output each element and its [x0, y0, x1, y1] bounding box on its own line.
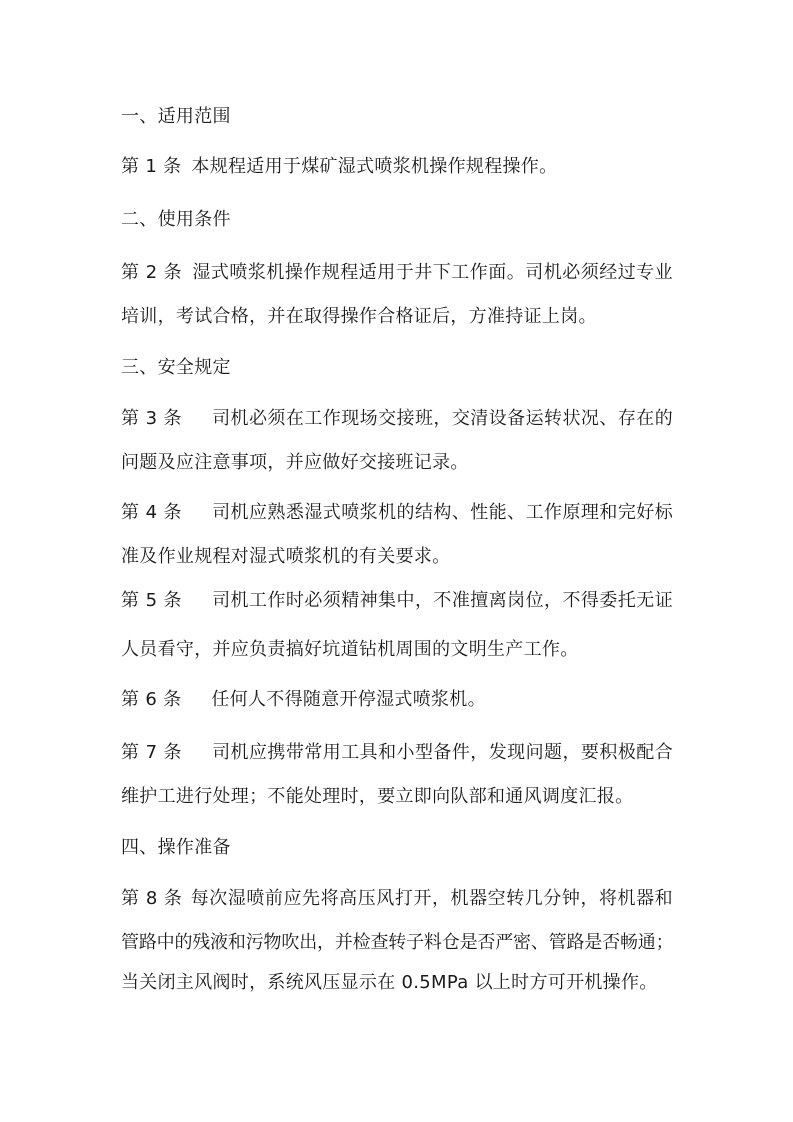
article-text: 每次湿喷前应先将高压风打开，机器空转几分钟，将机器和 — [190, 888, 673, 909]
section-heading: 三、安全规定 — [121, 357, 231, 378]
article-label: 第 8 条 — [121, 888, 183, 909]
article-label: 第 6 条 — [121, 689, 182, 710]
article-4-line-1 — [121, 501, 673, 525]
article-text: 司机必须在工作现场交接班，交清设备运转状况、存在的 — [211, 408, 673, 429]
article-8-line-3: 当关闭主风阀时，系统风压显示在 0.5MPa 以上时方可开机操作。 — [121, 972, 658, 993]
article-7-line-2: 维护工进行处理；不能处理时，要立即向队部和通风调度汇报。 — [121, 786, 634, 807]
article-label: 第 7 条 — [121, 742, 182, 763]
article-text: 司机工作时必须精神集中，不准擅离岗位，不得委托无证 — [211, 590, 673, 611]
section-heading: 二、使用条件 — [121, 209, 231, 230]
article-6 — [121, 688, 486, 712]
article-text: 湿式喷浆机操作规程适用于井下工作面。司机必须经过专业 — [192, 262, 673, 283]
article-label: 第 3 条 — [121, 408, 182, 429]
article-1 — [121, 155, 557, 179]
article-label: 第 5 条 — [121, 590, 182, 611]
section-heading: 四、操作准备 — [121, 837, 231, 858]
article-label: 第 4 条 — [121, 502, 182, 523]
article-3-line-1 — [121, 407, 673, 431]
article-5-line-2: 人员看守，并应负责搞好坑道钻机周围的文明生产工作。 — [121, 639, 579, 660]
article-7-line-1 — [121, 741, 673, 765]
article-label: 第 1 条 — [121, 156, 182, 177]
article-2-line-2: 培训，考试合格，并在取得操作合格证后，方准持证上岗。 — [121, 306, 597, 327]
article-text: 司机应熟悉湿式喷浆机的结构、性能、工作原理和完好标 — [211, 502, 673, 523]
article-4-line-2: 准及作业规程对湿式喷浆机的有关要求。 — [121, 546, 451, 567]
article-8-line-2: 管路中的残液和污物吹出，并检查转子料仓是否严密、管路是否畅通； — [121, 932, 673, 953]
article-text: 任何人不得随意开停湿式喷浆机。 — [211, 689, 486, 710]
article-text: 本规程适用于煤矿湿式喷浆机操作规程操作。 — [191, 156, 558, 177]
article-2-line-1 — [121, 261, 673, 285]
section-heading: 一、适用范围 — [121, 106, 231, 127]
article-5-line-1 — [121, 589, 673, 613]
article-label: 第 2 条 — [121, 262, 183, 283]
article-3-line-2: 问题及应注意事项，并应做好交接班记录。 — [121, 452, 469, 473]
article-8-line-1 — [121, 887, 673, 911]
article-text: 司机应携带常用工具和小型备件，发现问题，要积极配合 — [211, 742, 673, 763]
